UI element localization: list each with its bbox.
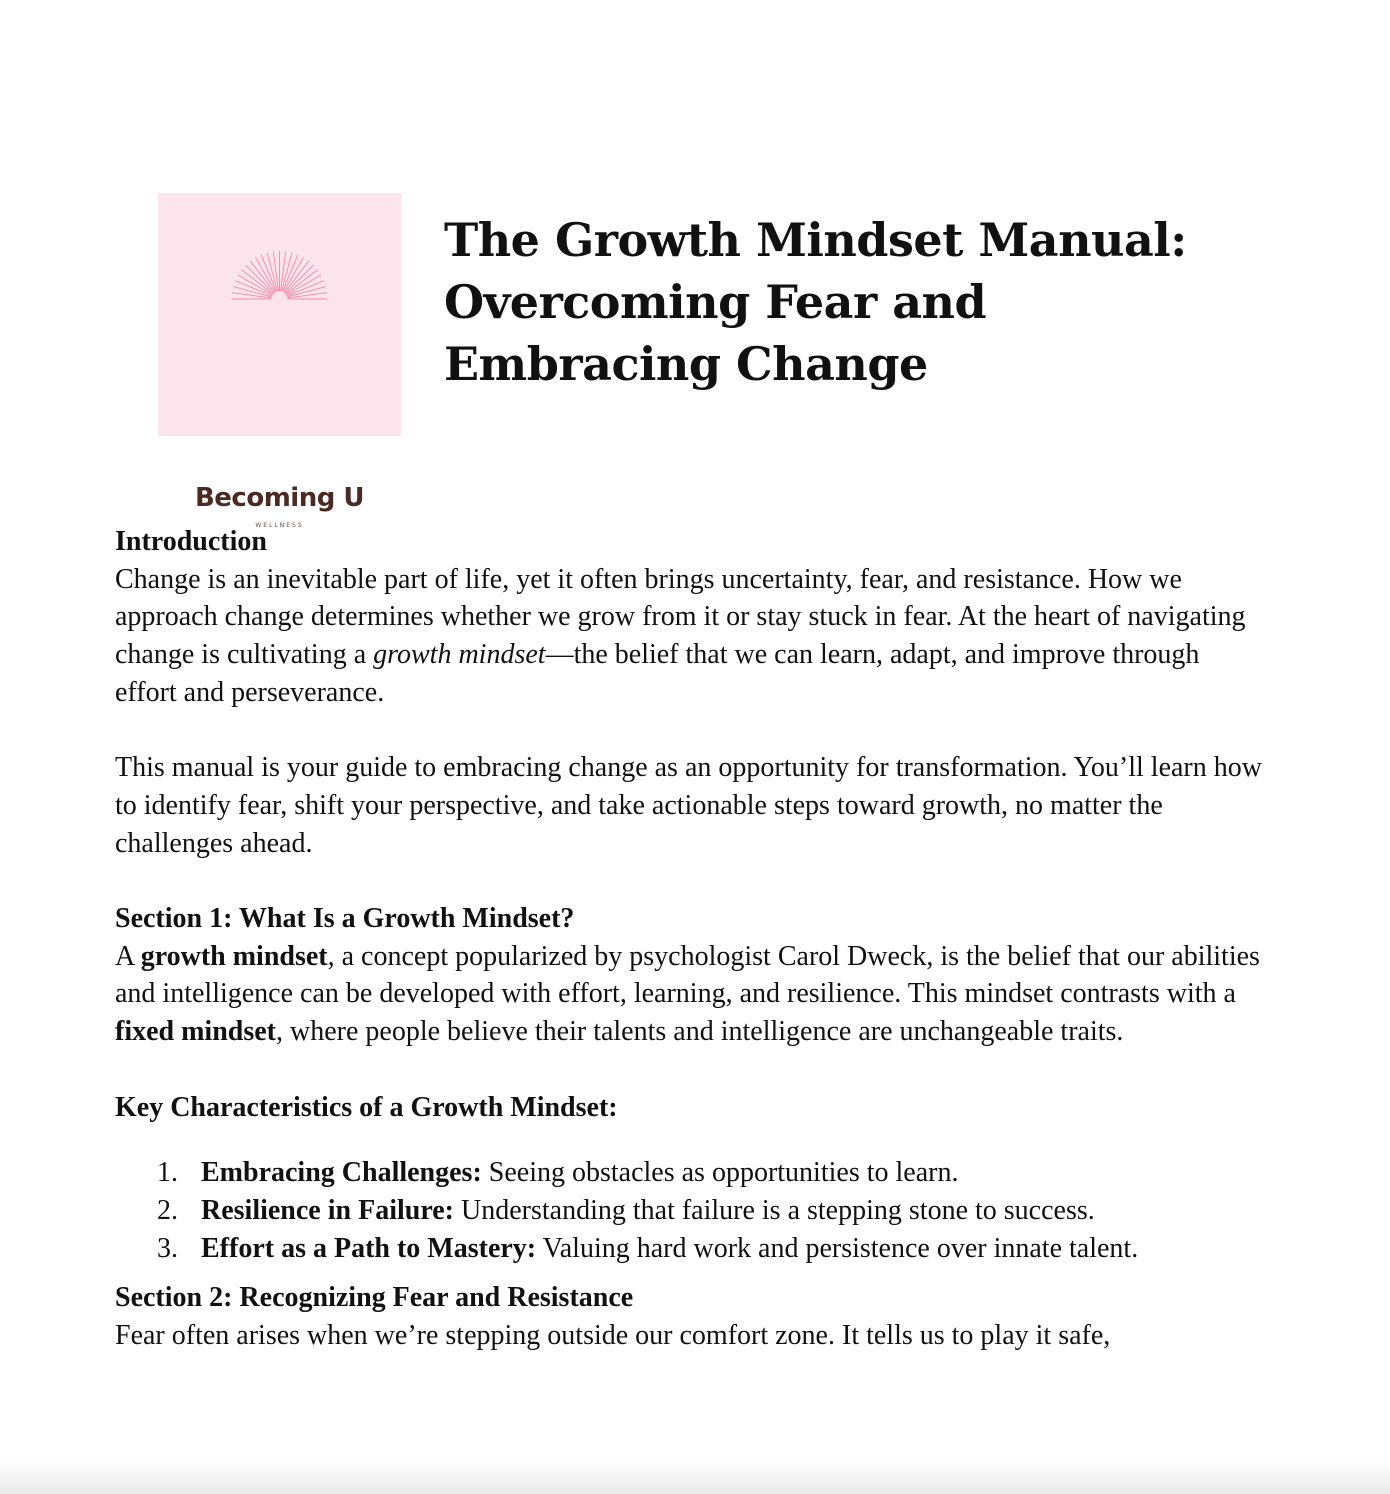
logo-subtitle: WELLNESS — [255, 522, 304, 529]
title-line-3: Embracing Change — [444, 337, 928, 391]
sunburst-ray — [285, 265, 313, 293]
section-1-heading: Section 1: What Is a Growth Mindset? — [115, 903, 575, 934]
list-item: Resilience in Failure: Understanding that failure is a stepping stone to success. — [201, 1194, 1095, 1226]
section-2-paragraph: Fear often arises when we’re stepping outside our comfort zone. It tells us to play it safe, — [115, 1320, 1111, 1352]
logo-brand-text: Becoming U — [194, 483, 364, 513]
section-2-heading: Section 2: Recognizing Fear and Resistance — [115, 1282, 634, 1314]
intro-paragraph-2: This manual is your guide to embracing change as an opportunity for transformation. You’ll learn how to identify fear, shift your perspective, and take actionable steps toward growth, no matter the challenges ahead. — [115, 752, 1262, 859]
intro-heading: Introduction — [115, 526, 267, 557]
characteristics-list — [115, 1154, 1265, 1267]
term-growth-mindset: growth mindset — [140, 940, 328, 972]
list-item: Embracing Challenges: Seeing obstacles as opportunities to learn. — [201, 1157, 959, 1189]
sunburst-icon — [158, 193, 401, 436]
key-characteristics-heading: Key Characteristics of a Growth Mindset: — [115, 1091, 618, 1123]
list-item: Effort as a Path to Mastery: Valuing hard work and persistence over innate talent. — [201, 1232, 1139, 1264]
sunburst-ray — [246, 265, 274, 293]
term-fixed-mindset: fixed mindset — [115, 1016, 276, 1048]
section-1-paragraph: A growth mindset, a concept popularized by psychologist Carol Dweck, is the belief that our abilities and intelligence can be developed with effort, learning, and resilience. This mindset contrasts with a fixed mindset, where people believe their talents and intelligence are unchangeable traits. — [115, 940, 1260, 1048]
document-body — [115, 523, 1265, 1355]
logo — [158, 193, 401, 529]
bottom-fade — [0, 1458, 1390, 1494]
emphasis-growth-mindset: growth mindset — [373, 639, 546, 671]
intro-paragraph-1: Change is an inevitable part of life, yet it often brings uncertainty, fear, and resistance. How we approach change determines whether we grow from it or stay stuck in fear. At the heart of navigating change is cultivating a growth mindset—the belief that we can learn, adapt, and improve through effort and perseverance. — [115, 563, 1246, 708]
document-title — [444, 209, 1244, 395]
title-line-1: The Growth Mindset Manual: — [444, 213, 1187, 267]
title-line-2: Overcoming Fear and — [444, 275, 987, 329]
